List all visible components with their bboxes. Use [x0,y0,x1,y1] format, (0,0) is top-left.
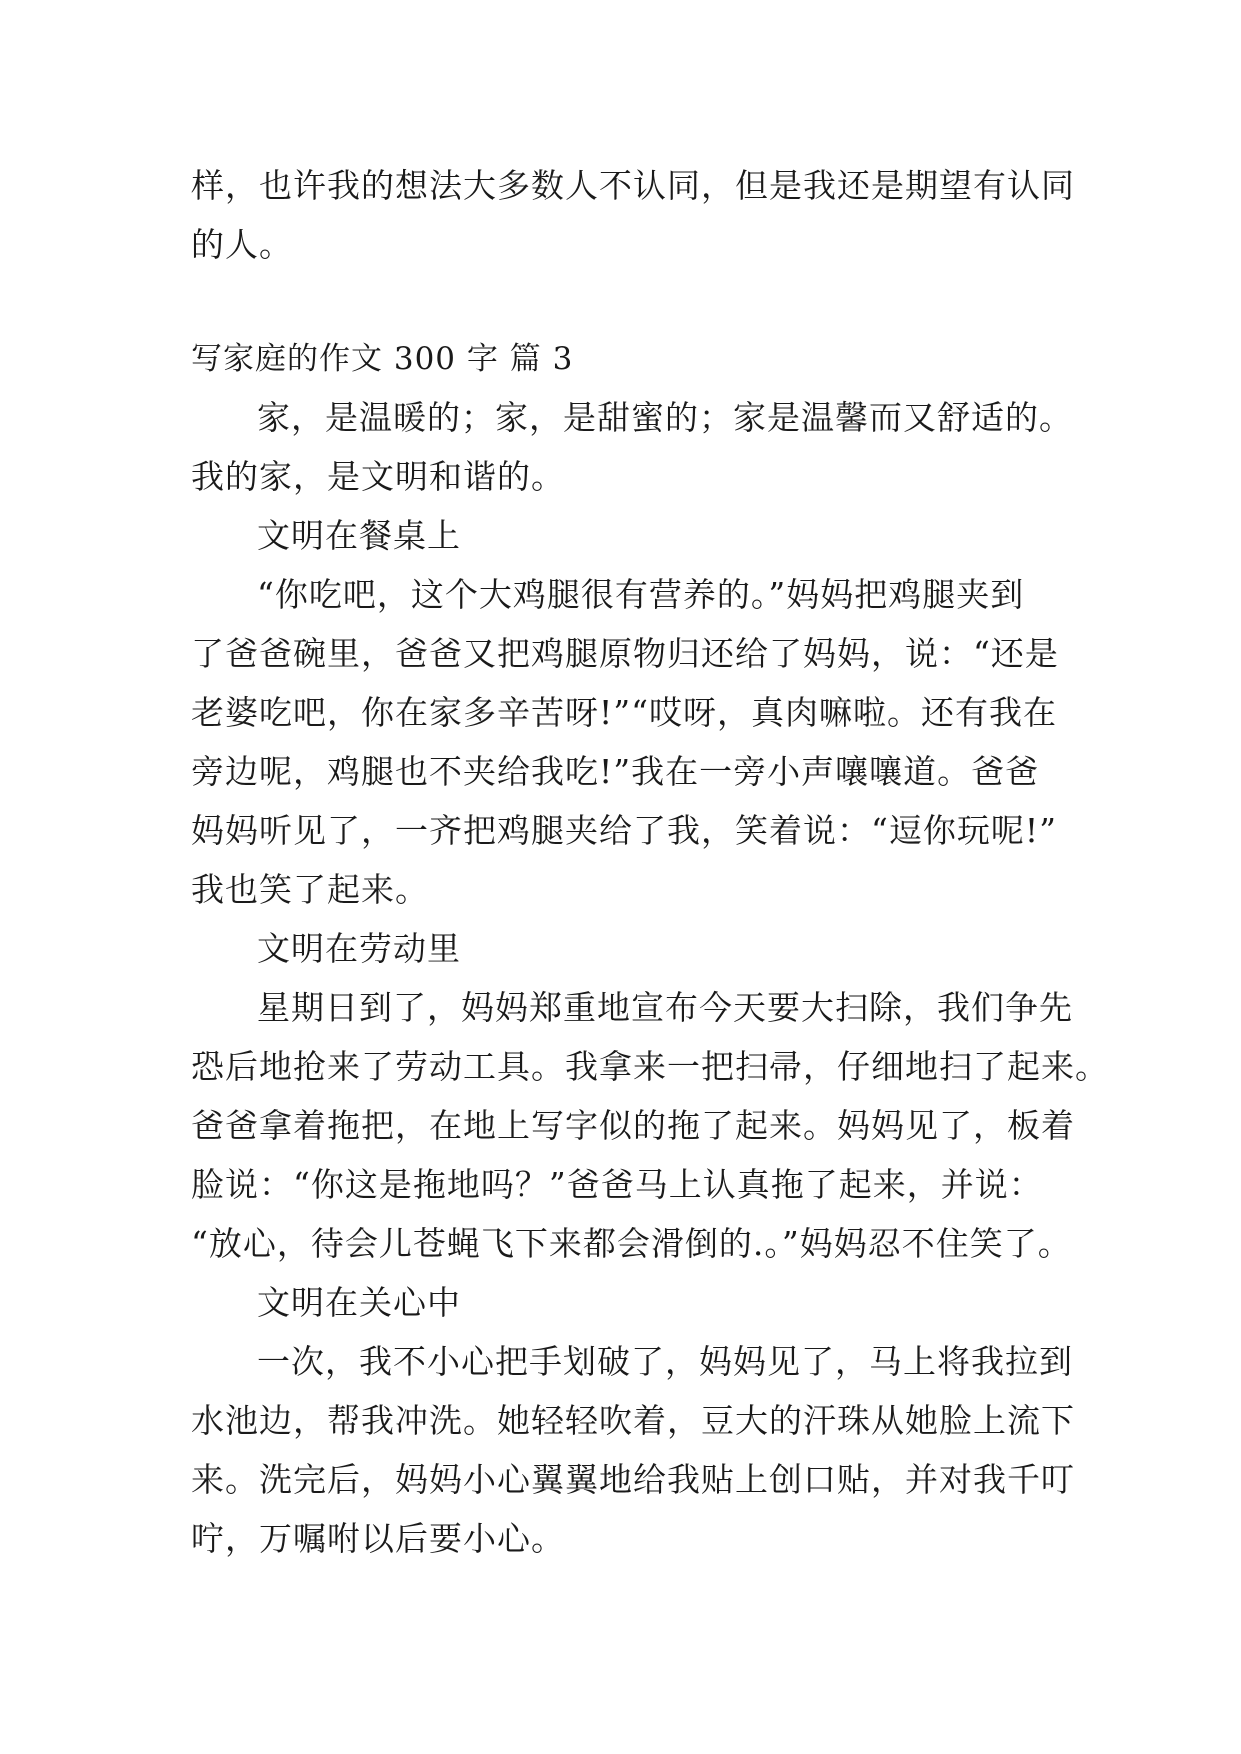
intro-paragraph [191,156,1075,274]
text-line: 了爸爸碗里，爸爸又把鸡腿原物归还给了妈妈，说：“还是 [191,634,1059,673]
text-line: 来。洗完后，妈妈小心翼翼地给我贴上创口贴，并对我千叮 [191,1460,1075,1499]
essay-body [191,388,1109,1568]
text-line: 老婆吃吧，你在家多辛苦呀!”“哎呀，真肉嘛啦。还有我在 [191,693,1058,732]
paragraph-first-line: 家，是温暖的；家，是甜蜜的；家是温馨而又舒适的。 [257,398,1073,437]
subheading-care: 文明在关心中 [257,1283,461,1322]
text-line: 我的家，是文明和谐的。 [191,457,565,496]
paragraph-first-line: “你吃吧，这个大鸡腿很有营养的。”妈妈把鸡腿夹到 [257,575,1025,614]
text-line: 的人。 [191,225,293,264]
text-line: 水池边，帮我冲洗。她轻轻吹着，豆大的汗珠从她脸上流下 [191,1401,1075,1440]
text-line: 样，也许我的想法大多数人不认同，但是我还是期望有认同 [191,166,1075,205]
text-line: 恐后地抢来了劳动工具。我拿来一把扫帚，仔细地扫了起来。 [191,1047,1109,1086]
subheading-labor: 文明在劳动里 [257,929,461,968]
text-line: 爸爸拿着拖把，在地上写字似的拖了起来。妈妈见了，板着 [191,1106,1075,1145]
text-line: 妈妈听见了，一齐把鸡腿夹给了我，笑着说：“逗你玩呢!” [191,811,1058,850]
text-line: 旁边呢，鸡腿也不夹给我吃!”我在一旁小声嚷嚷道。爸爸 [191,752,1040,791]
text-line: “放心，待会儿苍蝇飞下来都会滑倒的.。”妈妈忍不住笑了。 [191,1224,1072,1263]
subheading-dining-table: 文明在餐桌上 [257,516,461,555]
paragraph-first-line: 星期日到了，妈妈郑重地宣布今天要大扫除，我们争先 [257,988,1073,1027]
text-line: 咛，万嘱咐以后要小心。 [191,1519,565,1558]
text-line: 我也笑了起来。 [191,870,429,909]
section-heading: 写家庭的作文 300 字 篇 3 [191,341,574,377]
text-line: 脸说：“你这是拖地吗？”爸爸马上认真拖了起来，并说： [191,1165,1043,1204]
paragraph-first-line: 一次，我不小心把手划破了，妈妈见了，马上将我拉到 [257,1342,1073,1381]
